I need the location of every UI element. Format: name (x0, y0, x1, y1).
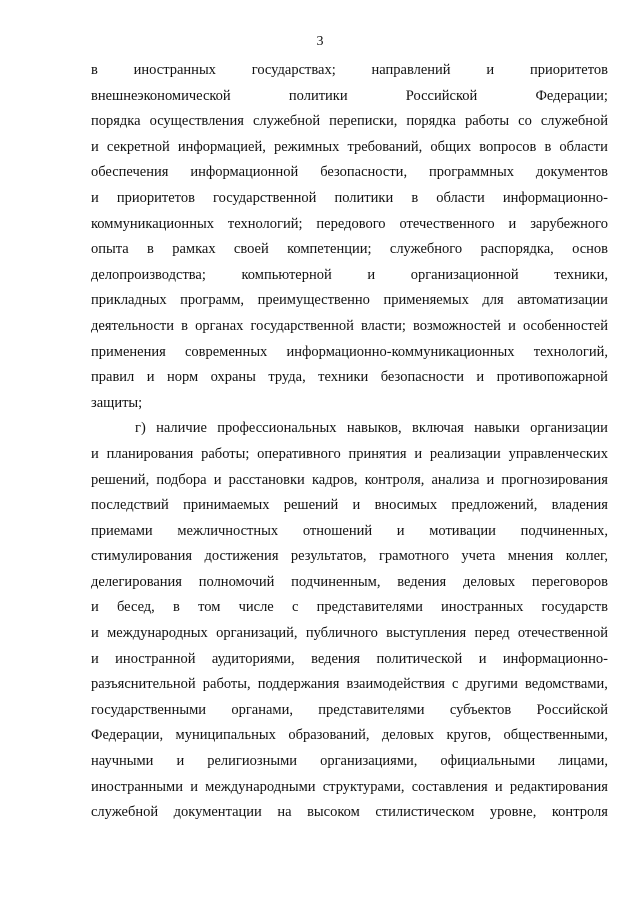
word: отечественной (517, 625, 608, 642)
word: приоритетов (116, 189, 195, 206)
word: принятия (348, 445, 407, 462)
word: научными (91, 753, 154, 770)
word: том (198, 599, 221, 616)
text-line (91, 288, 608, 314)
text-line (91, 621, 608, 647)
word: отечественного (399, 215, 495, 232)
word: подчиненным, (291, 573, 381, 590)
word: порядка (406, 113, 456, 130)
word: планирования (106, 445, 194, 462)
word: рамках (172, 241, 216, 258)
word: отношений (302, 522, 373, 539)
text-line (91, 775, 608, 801)
word: муниципальных (175, 727, 276, 744)
word: и (91, 445, 99, 462)
word: противопожарной (496, 369, 608, 386)
word: организационной (410, 266, 519, 283)
word: органами, (231, 701, 293, 718)
word: профессиональных (217, 420, 337, 437)
word: коммуникационных (91, 215, 214, 232)
word: организациями, (320, 753, 418, 770)
word: охраны (210, 369, 256, 386)
text-line (91, 340, 608, 366)
word: особенностей (522, 317, 608, 334)
word: политики (334, 189, 394, 206)
word: переписки, (329, 113, 398, 130)
word: Российской (405, 87, 478, 104)
word: информацией, (177, 138, 266, 155)
word: преимущественно (257, 292, 370, 309)
text-line (91, 544, 608, 570)
word: ведения (311, 650, 361, 667)
word: зарубежного (530, 215, 608, 232)
word: и (478, 650, 487, 667)
word: международных (107, 625, 208, 642)
word: программных (428, 164, 514, 181)
word: решений, (91, 471, 150, 488)
word: и (146, 369, 155, 386)
word: современных (184, 343, 268, 360)
word: и (414, 445, 423, 462)
word: государственными (91, 701, 207, 718)
word: и (91, 599, 99, 616)
word: применения (91, 343, 166, 360)
word: достижения (204, 548, 279, 565)
word: опыта (91, 241, 129, 258)
word: и (486, 62, 495, 78)
word: вносимых (374, 497, 438, 514)
word: владения (551, 497, 608, 514)
word: работы (464, 113, 510, 130)
word: делопроизводства; (91, 266, 206, 283)
word: работы, (202, 676, 251, 693)
word: организаций, (216, 625, 298, 642)
word: высоком (307, 804, 360, 821)
word: поддержания (257, 676, 340, 693)
word: и (91, 650, 99, 667)
word: осуществления (149, 113, 244, 130)
word: вопросов (479, 138, 537, 155)
text-line (91, 698, 608, 724)
word: и (486, 471, 495, 488)
word: делегирования (91, 573, 182, 590)
word: защиты; (91, 394, 143, 411)
word: учета (461, 548, 496, 565)
word: прогнозирования (501, 471, 608, 488)
word: международными (205, 778, 316, 795)
word: публичного (305, 625, 378, 642)
word: обеспечения (91, 164, 169, 181)
word: и (91, 138, 99, 155)
word: коллег, (565, 548, 608, 565)
word: иностранных (133, 62, 216, 78)
word: правил (91, 369, 135, 386)
word: лицами, (558, 753, 608, 770)
word: другими (465, 676, 518, 693)
word: аудиториями, (211, 650, 295, 667)
word: технологий, (533, 343, 608, 360)
word: навыки (474, 420, 520, 437)
word: приемами (91, 522, 153, 539)
word: составления (411, 778, 488, 795)
word: органах (195, 317, 244, 334)
word: в (544, 138, 552, 155)
text-line (91, 263, 608, 289)
word: со (518, 113, 532, 130)
word: служебной (91, 804, 159, 821)
word: Федерации; (535, 87, 608, 104)
word: и (508, 317, 516, 334)
word: в (181, 317, 188, 334)
word: распорядка, (480, 241, 554, 258)
word: направлений (371, 62, 451, 78)
word: управленческих (508, 445, 608, 462)
text-line (91, 314, 608, 340)
word: представителями (318, 701, 425, 718)
word: общественными, (503, 727, 608, 744)
word: числе (238, 599, 274, 616)
text-line (91, 519, 608, 545)
word: общих (430, 138, 472, 155)
text-line (91, 84, 608, 110)
text-line (91, 800, 608, 826)
word: безопасности (380, 369, 464, 386)
word: представителями (316, 599, 423, 616)
text-line (91, 749, 608, 775)
word: в (91, 62, 98, 78)
word: порядка (91, 113, 141, 130)
word: результатов, (290, 548, 367, 565)
word: информационно- (502, 189, 608, 206)
word: в (173, 599, 180, 616)
word: навыков, (346, 420, 402, 437)
word: контроля (551, 804, 608, 821)
word: бесед, (116, 599, 155, 616)
word: и (494, 778, 503, 795)
word: области (559, 138, 608, 155)
word: иностранной (115, 650, 196, 667)
text-line (91, 186, 608, 212)
word: труда, (268, 369, 306, 386)
text-line (91, 493, 608, 519)
word: наличие (156, 420, 207, 437)
word: разъяснительной (91, 676, 196, 693)
word: государств (541, 599, 608, 616)
text-line (91, 212, 608, 238)
word: документов (535, 164, 608, 181)
word: принимаемых (183, 497, 270, 514)
word: приоритетов (529, 62, 608, 78)
word: иностранными (91, 778, 183, 795)
word: на (277, 804, 292, 821)
word: мнения (507, 548, 554, 565)
word: информационной (190, 164, 299, 181)
word: последствий (91, 497, 169, 514)
word: и (176, 753, 185, 770)
text-line (91, 109, 608, 135)
word: и (91, 189, 99, 206)
word: переговоров (531, 573, 608, 590)
word: возможностей (413, 317, 501, 334)
word: включая (412, 420, 464, 437)
text-line (91, 570, 608, 596)
word: и (190, 778, 198, 795)
word: области (436, 189, 485, 206)
word: применяемых (383, 292, 469, 309)
word: информационно- (502, 650, 608, 667)
text-line (91, 595, 608, 621)
word: в (411, 189, 419, 206)
text-line (91, 237, 608, 263)
word: в (147, 241, 154, 258)
text-line (91, 160, 608, 186)
text-line (91, 135, 608, 161)
word: образований, (288, 727, 370, 744)
word: деловых (463, 573, 516, 590)
word: служебной (252, 113, 321, 130)
word: передового (316, 215, 386, 232)
word: техники (318, 369, 369, 386)
word: расстановки (228, 471, 305, 488)
word: и (396, 522, 405, 539)
word: подбора (156, 471, 207, 488)
text-line (91, 468, 608, 494)
word: религиозными (207, 753, 298, 770)
text-line (91, 391, 608, 417)
word: политической (376, 650, 463, 667)
word: взаимодействия (346, 676, 445, 693)
word: деловых (381, 727, 435, 744)
word: норм (166, 369, 199, 386)
word: ведения (397, 573, 447, 590)
word: информационно-коммуникационных (286, 343, 515, 360)
word: ведомствами, (524, 676, 608, 693)
word: основ (572, 241, 608, 258)
word: государственной (213, 189, 317, 206)
word: грамотного (378, 548, 450, 565)
word: мотивации (429, 522, 496, 539)
word: прикладных (91, 292, 167, 309)
word: требований, (347, 138, 423, 155)
word: власти; (361, 317, 406, 334)
word: для (482, 292, 504, 309)
word: и (367, 266, 376, 283)
word: иностранных (441, 599, 524, 616)
text-line (91, 723, 608, 749)
word: стимулирования (91, 548, 193, 565)
word: с (451, 676, 459, 693)
word: официальными (440, 753, 536, 770)
page-number: 3 (316, 34, 324, 49)
word: служебного (389, 241, 463, 258)
word: стилистическом (375, 804, 475, 821)
word: государственной (250, 317, 354, 334)
word: своей (233, 241, 269, 258)
word: программ, (180, 292, 245, 309)
word: межличностных (177, 522, 279, 539)
word: решений (283, 497, 339, 514)
word: редактирования (509, 778, 608, 795)
word: выступления (386, 625, 467, 642)
body-text (91, 58, 608, 826)
word: уровне, (489, 804, 537, 821)
word: режимных (273, 138, 340, 155)
word: предложений, (451, 497, 538, 514)
text-line (91, 58, 608, 84)
word: реализации (429, 445, 501, 462)
word: с (291, 599, 299, 616)
word: внешнеэкономической (91, 87, 231, 104)
word: и (91, 625, 99, 642)
text-line (91, 442, 608, 468)
word: деятельности (91, 317, 175, 334)
word: технологий; (227, 215, 303, 232)
word: контроля, (364, 471, 425, 488)
word: структурами, (322, 778, 405, 795)
word: и (476, 369, 485, 386)
word: и (352, 497, 361, 514)
text-line (91, 365, 608, 391)
word: анализа (431, 471, 480, 488)
word: служебной (540, 113, 608, 130)
word: автоматизации (517, 292, 608, 309)
word: кругов, (446, 727, 492, 744)
word: организации (530, 420, 608, 437)
word: Российской (536, 701, 608, 718)
word: и (213, 471, 222, 488)
word: компетенции; (287, 241, 372, 258)
word: субъектов (449, 701, 512, 718)
word: и (508, 215, 517, 232)
word: перед (474, 625, 510, 642)
word: секретной (106, 138, 170, 155)
word: г) (135, 420, 146, 437)
text-line (91, 416, 608, 442)
word: полномочий (198, 573, 275, 590)
word: кадров, (311, 471, 358, 488)
word: безопасности, (320, 164, 408, 181)
word: Федерации, (91, 727, 164, 744)
word: компьютерной (241, 266, 332, 283)
word: документации (173, 804, 262, 821)
word: работы; (201, 445, 250, 462)
word: техники, (554, 266, 608, 283)
word: оперативного (257, 445, 341, 462)
word: подчиненных, (520, 522, 608, 539)
word: политики (288, 87, 348, 104)
text-line (91, 672, 608, 698)
text-line (91, 647, 608, 673)
word: государствах; (251, 62, 336, 78)
